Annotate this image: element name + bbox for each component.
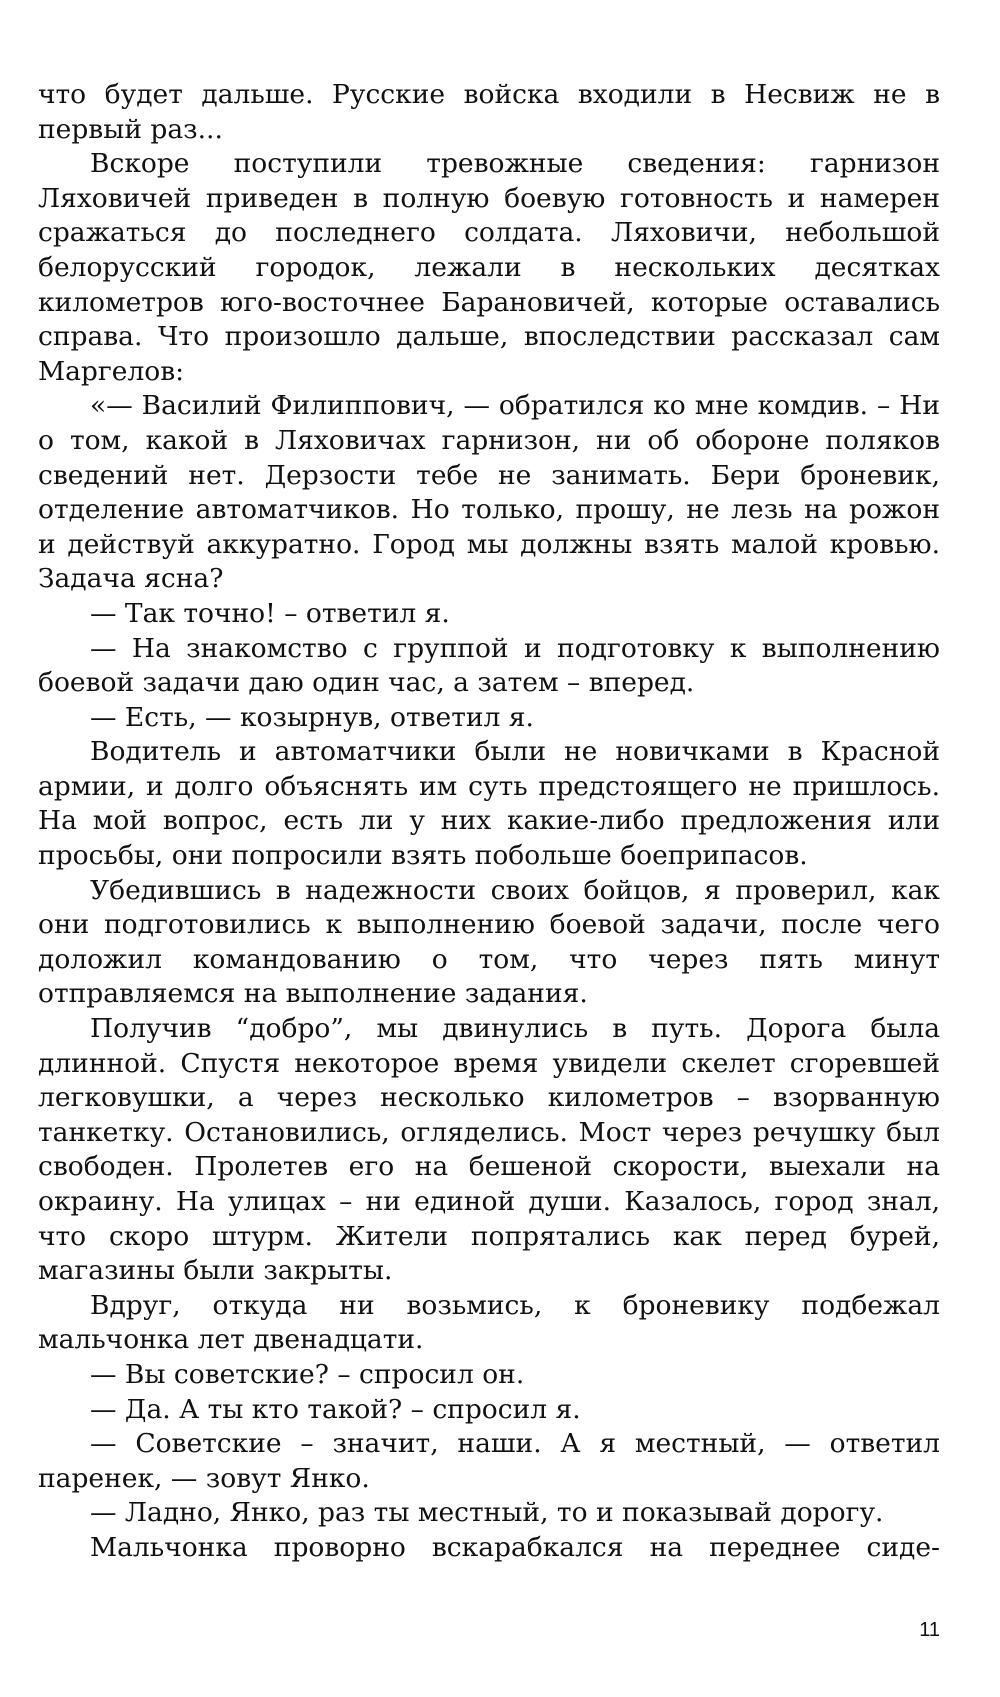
paragraph-9: Получив “добро”, мы двинулись в путь. Дорога была длинной. Спустя некоторое время увидели скелет сгоревшей легковушки, а через несколько километров – взорванную танкетку. Остановились, огляделись. Мост через речушку был свободен. Пролетев его на бешеной скорости, выехали на окраину. На улицах – ни единой души. Казалось, город знал, что скоро штурм. Жители попрятались как перед бурей, магазины были закрыты.	[38, 1013, 940, 1287]
paragraph-12: — Да. А ты кто такой? – спросил я.	[90, 1393, 581, 1425]
paragraph-1: что будет дальше. Русские войска входили в Несвиж не в первый раз...	[38, 79, 940, 145]
paragraph-11: — Вы советские? – спросил он.	[90, 1358, 525, 1390]
paragraph-6: — Есть, — козырнув, ответил я.	[90, 701, 534, 733]
paragraph-4: — Так точно! – ответил я.	[90, 597, 450, 629]
page-body	[38, 78, 940, 1566]
paragraph-13: — Советские – значит, наши. А я местный, — ответил паренек, — зовут Янко.	[38, 1428, 940, 1494]
paragraph-15: Мальчонка проворно вскарабкался на переднее сиде-	[90, 1531, 940, 1563]
paragraph-5: — На знакомство с группой и подготовку к выполнению боевой задачи даю один час, а затем – вперед.	[38, 632, 940, 699]
paragraph-3: «— Василий Филиппович, — обратился ко мне комдив. – Ни о том, какой в Ляховичах гарнизон, ни об обороне поляков сведений нет. Дерзости тебе не занимать. Бери броневик, отделение автоматчиков. Но только, прошу, не лезь на рожон и действуй аккуратно. Город мы должны взять малой кровью. Задача ясна?	[38, 390, 940, 595]
paragraph-7: Водитель и автоматчики были не новичками в Красной армии, и долго объяснять им суть предстоящего не пришлось. На мой вопрос, есть ли у них какие-либо предложения или просьбы, они попросили взять побольше боеприпасов.	[38, 736, 940, 872]
page-number: 11	[919, 1619, 940, 1641]
paragraph-14: — Ладно, Янко, раз ты местный, то и показывай дорогу.	[90, 1497, 884, 1529]
paragraph-2: Вскоре поступили тревожные сведения: гарнизон Ляховичей приведен в полную боевую готовность и намерен сражаться до последнего солдата. Ляховичи, небольшой белорусский городок, лежали в нескольких десятках километров юго-восточнее Барановичей, которые оставались справа. Что произошло дальше, впоследствии рассказал сам Маргелов:	[38, 148, 940, 387]
paragraph-10: Вдруг, откуда ни возьмись, к броневику подбежал мальчонка лет двенадцати.	[38, 1289, 940, 1356]
paragraph-8: Убедившись в надежности своих бойцов, я проверил, как они подготовились к выполнению боевой задачи, после чего доложил командованию о том, что через пять минут отправляемся на выполнение задания.	[38, 874, 940, 1010]
